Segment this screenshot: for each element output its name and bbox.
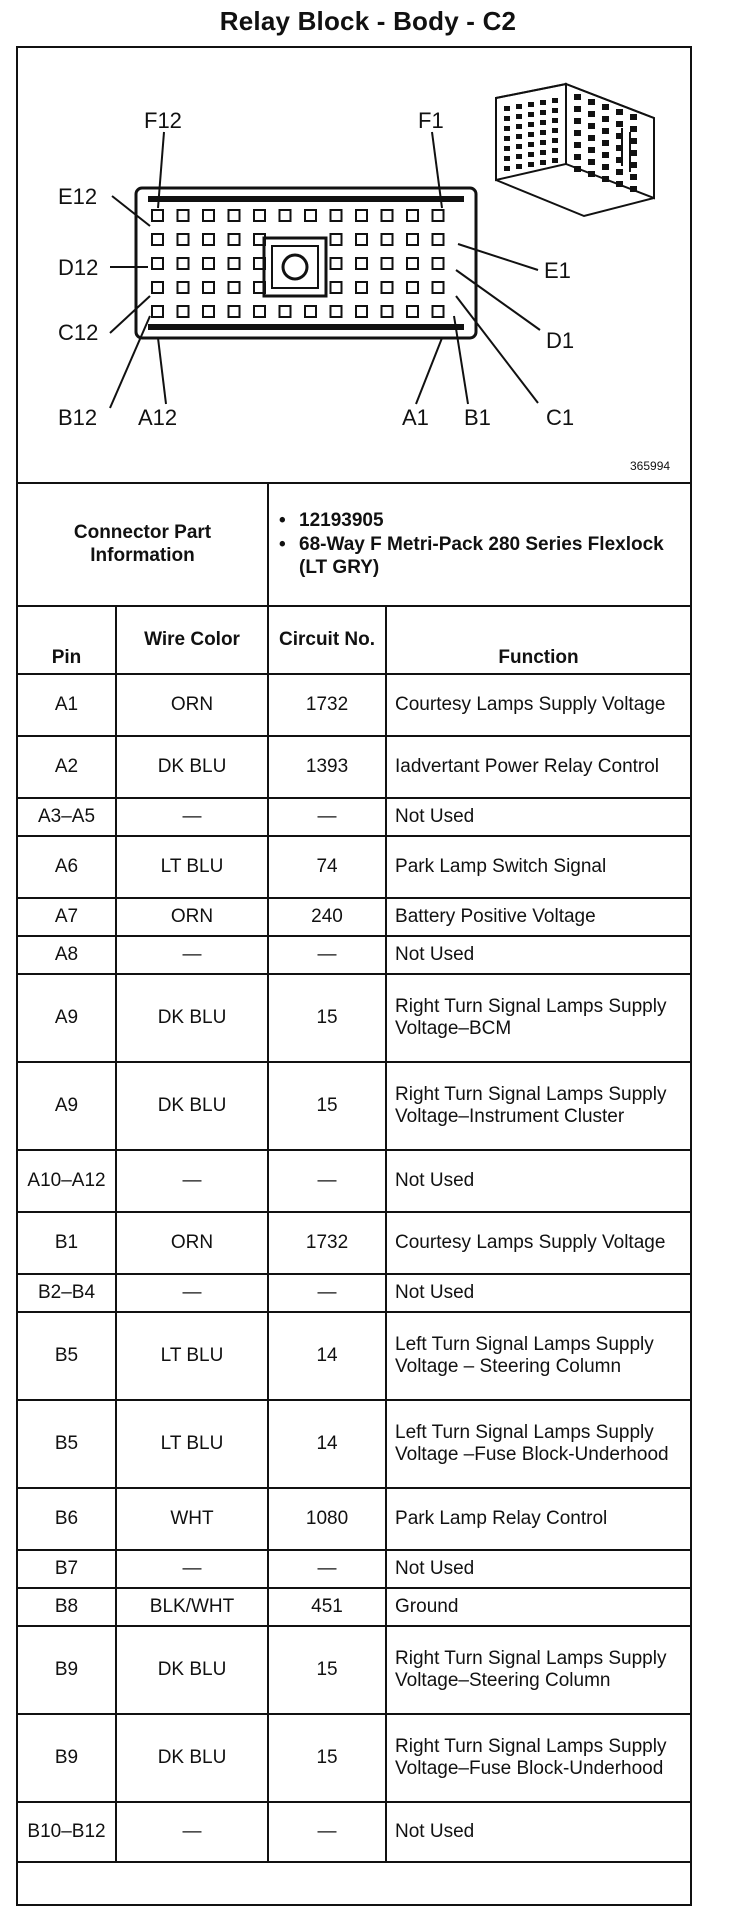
circuit-cell: 1080 [268,1488,386,1550]
connector-bottom-rail [148,324,464,330]
iso-cavity [540,100,546,105]
cavity [203,234,214,245]
iso-cavity [602,128,609,134]
table-row [18,1212,690,1274]
connector-info-row [18,484,690,606]
iso-cavity [516,114,522,119]
cavity [356,258,367,269]
iso-cavity [528,142,534,147]
wire-color-cell: — [116,1150,268,1212]
circuit-cell: 15 [268,974,386,1062]
circuit-cell: — [268,1274,386,1312]
circuit-cell: 14 [268,1312,386,1400]
iso-cavity [574,94,581,100]
function-cell: Right Turn Signal Lamps Supply Voltage–Steering Column [386,1626,690,1714]
cavity [356,210,367,221]
cavity [178,210,189,221]
cavity [229,306,240,317]
function-cell: Courtesy Lamps Supply Voltage [386,1212,690,1274]
iso-cavity [588,123,595,129]
label-b1: B1 [464,405,491,430]
table-row [18,836,690,898]
iso-cavity [616,109,623,115]
cavity [152,306,163,317]
function-cell: Right Turn Signal Lamps Supply Voltage–BCM [386,974,690,1062]
iso-cavity [528,132,534,137]
cavity [178,258,189,269]
iso-cavity [552,118,558,123]
iso-cavity [630,150,637,156]
iso-cavity [528,152,534,157]
cavity [203,282,214,293]
circuit-cell: 15 [268,1062,386,1150]
wire-color-cell: ORN [116,898,268,936]
header-circuit: Circuit No. [268,606,386,674]
cavity [433,210,444,221]
cavity [229,258,240,269]
label-f1: F1 [418,108,444,133]
wire-color-cell: DK BLU [116,736,268,798]
pin-cell: B9 [18,1626,116,1714]
iso-cavity [552,128,558,133]
pin-cell: A3–A5 [18,798,116,836]
page-title: Relay Block - Body - C2 [219,6,517,36]
cavity [254,210,265,221]
header-function: Function [386,606,690,674]
iso-cavity [616,169,623,175]
wire-color-cell: DK BLU [116,1714,268,1802]
iso-cavity [602,152,609,158]
circuit-cell: — [268,1802,386,1862]
circuit-cell: 15 [268,1714,386,1802]
pin-cell: A6 [18,836,116,898]
pin-cell: B6 [18,1488,116,1550]
connector-isometric-view [496,84,654,216]
circuit-cell: 451 [268,1588,386,1626]
label-e12: E12 [58,184,98,209]
cavity [331,258,342,269]
iso-cavity [528,122,534,127]
cavity [407,306,418,317]
iso-cavity [516,134,522,139]
iso-cavity [540,120,546,125]
table-row [18,1400,690,1488]
iso-cavity [504,106,510,111]
connector-diagram [18,48,690,484]
function-cell: Park Lamp Switch Signal [386,836,690,898]
function-cell: Courtesy Lamps Supply Voltage [386,674,690,736]
iso-cavity [528,112,534,117]
circuit-cell: — [268,1550,386,1588]
function-cell: Not Used [386,936,690,974]
iso-cavity [630,186,637,192]
wire-color-cell: DK BLU [116,1062,268,1150]
iso-cavity [574,118,581,124]
function-cell: Right Turn Signal Lamps Supply Voltage–Fuse Block-Underhood [386,1714,690,1802]
iso-cavity [516,144,522,149]
function-cell: Left Turn Signal Lamps Supply Voltage –Fuse Block-Underhood [386,1400,690,1488]
table-row [18,1312,690,1400]
iso-cavity [516,154,522,159]
circuit-cell: 1732 [268,674,386,736]
pin-cell: B7 [18,1550,116,1588]
iso-cavity [540,150,546,155]
table-row [18,736,690,798]
table-row [18,1150,690,1212]
cavity [203,258,214,269]
iso-cavity [602,104,609,110]
iso-cavity [616,121,623,127]
table-row [18,798,690,836]
circuit-cell: 1393 [268,736,386,798]
label-d1: D1 [546,328,575,353]
iso-cavity [602,116,609,122]
iso-cavity [602,164,609,170]
iso-cavity [574,142,581,148]
cavity [382,258,393,269]
table-row [18,1626,690,1714]
pin-cell: A1 [18,674,116,736]
iso-cavity [616,181,623,187]
cavity [331,282,342,293]
label-c1: C1 [546,405,575,430]
connector-top-rail [148,196,464,202]
label-b12: B12 [58,405,98,430]
iso-cavity [552,138,558,143]
header-pin: Pin [18,606,116,674]
wire-color-cell: DK BLU [116,974,268,1062]
connector-part-number: • 12193905 [277,510,682,532]
label-a12: A12 [138,405,178,430]
figure-number: 365994 [630,459,671,473]
iso-cavity [630,126,637,132]
circuit-cell: 14 [268,1400,386,1488]
circuit-cell: — [268,798,386,836]
cavity [433,258,444,269]
function-cell: Ground [386,1588,690,1626]
iso-cavity [630,138,637,144]
circuit-cell: 1732 [268,1212,386,1274]
pin-cell: A2 [18,736,116,798]
cavity [203,210,214,221]
cavity [203,306,214,317]
pin-cell: B10–B12 [18,1802,116,1862]
wire-color-cell: LT BLU [116,1312,268,1400]
function-cell: Park Lamp Relay Control [386,1488,690,1550]
label-f12: F12 [144,108,182,133]
table-row [18,1550,690,1588]
cavity [178,306,189,317]
iso-cavity [588,147,595,153]
iso-cavity [540,160,546,165]
iso-cavity [574,154,581,160]
iso-cavity [504,146,510,151]
cavity [178,282,189,293]
pin-cell: B9 [18,1714,116,1802]
wire-color-cell: ORN [116,674,268,736]
function-cell: Right Turn Signal Lamps Supply Voltage–Instrument Cluster [386,1062,690,1150]
label-e1: E1 [544,258,571,283]
connector-info-label: Connector Part Information [18,484,268,606]
iso-cavity [528,102,534,107]
iso-cavity [574,106,581,112]
connector-description: • 68-Way F Metri-Pack 280 Series Flexlock (LT GRY) [277,534,682,579]
iso-cavity [574,166,581,172]
iso-cavity [540,110,546,115]
cavity [331,234,342,245]
iso-cavity [588,171,595,177]
cavity [280,306,291,317]
cavity [305,306,316,317]
label-a1: A1 [402,405,429,430]
iso-cavity [516,164,522,169]
cavity [229,234,240,245]
table-row [18,898,690,936]
function-cell: Iadvertant Power Relay Control [386,736,690,798]
iso-cavity [552,108,558,113]
pin-cell: A9 [18,1062,116,1150]
table-row [18,936,690,974]
pin-cell: B5 [18,1400,116,1488]
cavity [178,234,189,245]
iso-cavity [630,174,637,180]
pin-cell: B8 [18,1588,116,1626]
function-cell: Not Used [386,1802,690,1862]
wire-color-cell: WHT [116,1488,268,1550]
center-bolt [283,255,307,279]
cavity [356,306,367,317]
connector-face-drawing [18,48,690,482]
cavity [152,234,163,245]
cavity [152,258,163,269]
iso-cavity [552,98,558,103]
iso-cavity [574,130,581,136]
circuit-cell: 74 [268,836,386,898]
table-row [18,974,690,1062]
cavity [229,210,240,221]
function-cell: Not Used [386,1274,690,1312]
cavity [407,258,418,269]
iso-cavity [588,99,595,105]
cavity [433,234,444,245]
iso-cavity [516,104,522,109]
cavity [254,306,265,317]
cavity [382,210,393,221]
iso-cavity [588,111,595,117]
iso-cavity [504,166,510,171]
iso-cavity [504,156,510,161]
iso-cavity [504,126,510,131]
table-row [18,1062,690,1150]
cavity [152,210,163,221]
pin-cell: A7 [18,898,116,936]
wire-color-cell: — [116,936,268,974]
iso-cavity [630,162,637,168]
cavity [382,234,393,245]
wire-color-cell: ORN [116,1212,268,1274]
cavity [407,234,418,245]
pin-cell: A8 [18,936,116,974]
circuit-cell: — [268,1150,386,1212]
cavity [433,282,444,293]
cavity [152,282,163,293]
pin-cell: B1 [18,1212,116,1274]
cavity-grid [152,210,444,317]
cavity [433,306,444,317]
wire-color-cell: — [116,1550,268,1588]
iso-cavity [588,159,595,165]
pin-cell: A9 [18,974,116,1062]
cavity [382,282,393,293]
document-frame [16,46,692,1906]
header-wire-color: Wire Color [116,606,268,674]
pinout-table [18,484,690,1863]
function-cell: Left Turn Signal Lamps Supply Voltage – Steering Column [386,1312,690,1400]
iso-cavity [516,124,522,129]
cavity [356,282,367,293]
iso-cavity [540,130,546,135]
table-row [18,1488,690,1550]
iso-cavity [552,158,558,163]
table-row [18,674,690,736]
iso-cavity [552,148,558,153]
wire-color-cell: LT BLU [116,836,268,898]
wire-color-cell: — [116,1802,268,1862]
cavity [280,210,291,221]
label-c12: C12 [58,320,99,345]
connector-info-values [268,484,690,606]
wire-color-cell: — [116,1274,268,1312]
wire-color-cell: LT BLU [116,1400,268,1488]
label-d12: D12 [58,255,99,280]
iso-cavity [504,136,510,141]
wire-color-cell: — [116,798,268,836]
wire-color-cell: BLK/WHT [116,1588,268,1626]
iso-cavity [588,135,595,141]
iso-cavity [528,162,534,167]
function-cell: Not Used [386,798,690,836]
iso-cavity [602,176,609,182]
cavity [229,282,240,293]
cavity [407,282,418,293]
pin-cell: B2–B4 [18,1274,116,1312]
function-cell: Not Used [386,1550,690,1588]
cavity [407,210,418,221]
cavity [331,306,342,317]
iso-cavity [602,140,609,146]
function-cell: Battery Positive Voltage [386,898,690,936]
table-row [18,1588,690,1626]
cavity [382,306,393,317]
circuit-cell: 15 [268,1626,386,1714]
cavity [305,210,316,221]
table-header-row [18,606,690,674]
cavity [356,234,367,245]
iso-cavity [630,114,637,120]
function-cell: Not Used [386,1150,690,1212]
table-row [18,1714,690,1802]
pin-cell: A10–A12 [18,1150,116,1212]
circuit-cell: — [268,936,386,974]
cavity [331,210,342,221]
pin-cell: B5 [18,1312,116,1400]
circuit-cell: 240 [268,898,386,936]
table-row [18,1802,690,1862]
iso-cavity [504,116,510,121]
table-row [18,1274,690,1312]
iso-cavity [540,140,546,145]
wire-color-cell: DK BLU [116,1626,268,1714]
